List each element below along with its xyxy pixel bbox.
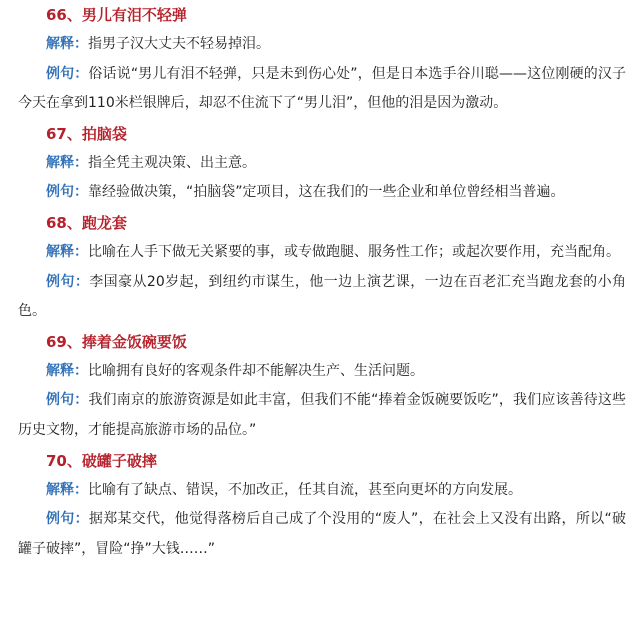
explanation-paragraph [18, 149, 626, 179]
example-label: 例句： [46, 392, 89, 409]
example-label: 例句： [46, 184, 88, 201]
example-text: 李国豪从20岁起，到纽约市谋生，他一边上演艺课，一边在百老汇充当跑龙套的小角色。 [18, 273, 627, 320]
idiom-heading: 70、破罐子破摔 [46, 451, 157, 470]
explanation-label: 解释： [46, 362, 88, 379]
example-label: 例句： [46, 511, 89, 528]
explanation-paragraph [18, 30, 626, 60]
explanation-text: 比喻有了缺点、错误，不加改正，任其自流，甚至向更坏的方向发展。 [88, 481, 522, 498]
example-text: 俗话说“男儿有泪不轻弹，只是未到伤心处”，但是日本选手谷川聪——这位刚硬的汉子今天在拿到110米栏银牌后，却忍不住流下了“男儿泪”，但他的泪是因为激动。 [18, 65, 626, 112]
idiom-heading: 67、拍脑袋 [46, 124, 127, 143]
example-label: 例句： [46, 273, 90, 290]
explanation-label: 解释： [46, 243, 88, 260]
explanation-text: 比喻拥有良好的客观条件却不能解决生产、生活问题。 [88, 362, 424, 379]
explanation-label: 解释： [46, 36, 88, 52]
example-paragraph [18, 60, 626, 119]
explanation-text: 比喻在人手下做无关紧要的事，或专做跑腿、服务性工作；或起次要作用，充当配角。 [88, 243, 620, 260]
example-label: 例句： [46, 65, 89, 82]
example-paragraph [18, 268, 626, 327]
explanation-paragraph [18, 357, 626, 387]
explanation-paragraph [18, 476, 626, 506]
idiom-entry-70 [18, 446, 626, 565]
explanation-text: 指男子汉大丈夫不轻易掉泪。 [88, 36, 270, 52]
idiom-heading: 69、捧着金饭碗要饭 [46, 332, 187, 351]
idiom-entry-66 [18, 0, 626, 119]
explanation-label: 解释： [46, 154, 88, 171]
idiom-entry-68 [18, 208, 626, 327]
example-paragraph [18, 178, 626, 208]
explanation-text: 指全凭主观决策、出主意。 [88, 154, 256, 171]
example-text: 靠经验做决策，“拍脑袋”定项目，这在我们的一些企业和单位曾经相当普遍。 [88, 184, 565, 201]
idiom-heading: 68、跑龙套 [46, 213, 127, 232]
explanation-label: 解释： [46, 481, 88, 498]
idiom-heading: 66、男儿有泪不轻弹 [46, 6, 187, 24]
example-paragraph [18, 386, 626, 445]
example-text: 据郑某交代，他觉得落榜后自己成了个没用的“废人”，在社会上又没有出路，所以“破罐子破摔”，冒险“挣”大钱……” [18, 511, 627, 557]
explanation-paragraph [18, 238, 626, 268]
idiom-entry-67 [18, 119, 626, 208]
example-text: 我们南京的旅游资源是如此丰富，但我们不能“捧着金饭碗要饭吃”，我们应该善待这些历史文物，才能提高旅游市场的品位。” [18, 392, 626, 438]
example-paragraph [18, 505, 626, 564]
idiom-entry-69 [18, 327, 626, 446]
